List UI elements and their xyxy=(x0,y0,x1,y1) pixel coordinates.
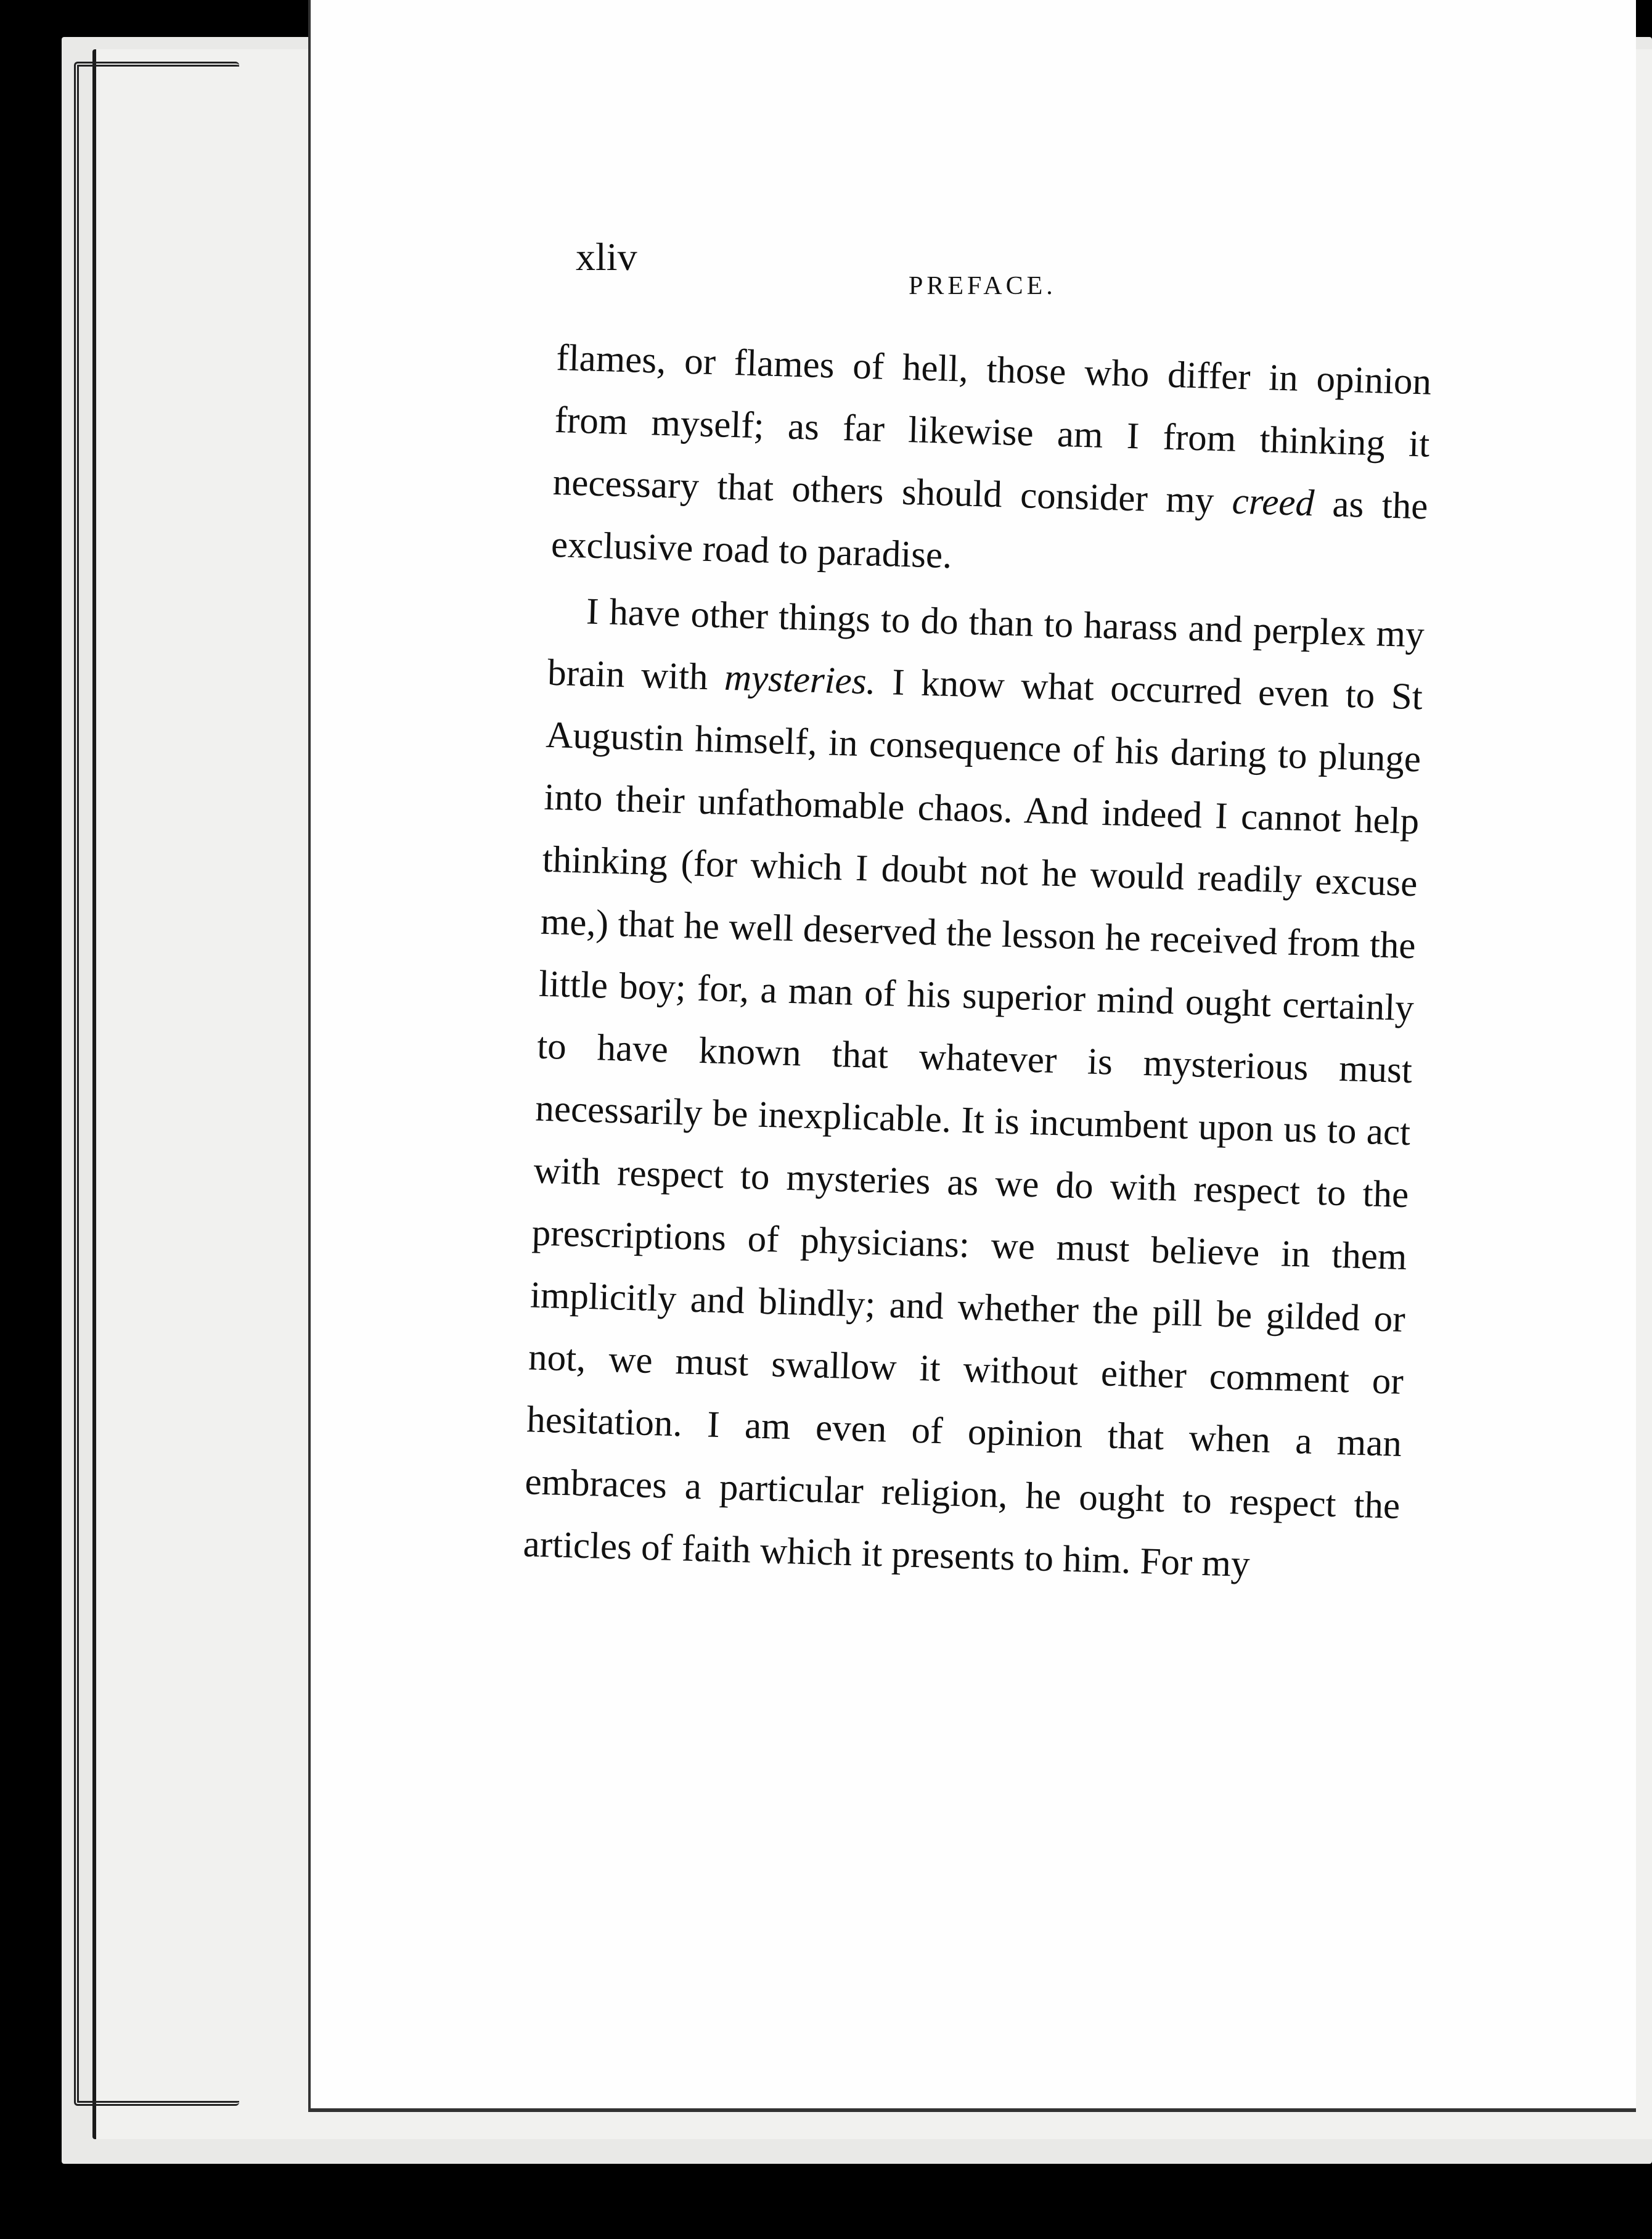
running-title: PREFACE. xyxy=(909,272,1057,300)
body-text xyxy=(522,327,1432,1600)
italic-run: mysteries. xyxy=(724,657,877,703)
paragraph xyxy=(522,579,1425,1600)
book-page xyxy=(308,0,1636,2112)
italic-run: creed xyxy=(1231,480,1315,525)
page-number: xliv xyxy=(576,235,637,279)
text-run: flames, or flames of hell, those who differ in opinion from myself; as far likewise am I from thinking it necessary that others should consider my xyxy=(552,337,1432,522)
page-stack-frame xyxy=(74,62,239,2106)
text-run: I know what occurred even to St Augustin himself, in consequence of his daring to plunge into their unfathomable chaos. And indeed I cannot help thinking (for which I doubt not he would readily excuse me,) that he well deserved the lesson he received from the little boy; for, a man of his superior mind ought certainly to have known that whatever is mysterious must necessarily be inexplicable. It is incumbent upon us to act with respect to mysteries as we do with respect to the prescriptions of physicians: we must believe in them implicitly and blindly; and whether the pill be gilded or not, we must swallow it without either comment or hesitation. I am even of opinion that when a man embraces a particular religion, he ought to respect the articles of faith which it presents to him. For my xyxy=(522,661,1423,1586)
running-head xyxy=(576,234,1414,302)
text-run: as the exclusive road to paradise. xyxy=(550,483,1429,577)
paragraph xyxy=(550,327,1433,600)
text-run: I have other things to do than to harass and perplex my brain with xyxy=(547,591,1425,698)
